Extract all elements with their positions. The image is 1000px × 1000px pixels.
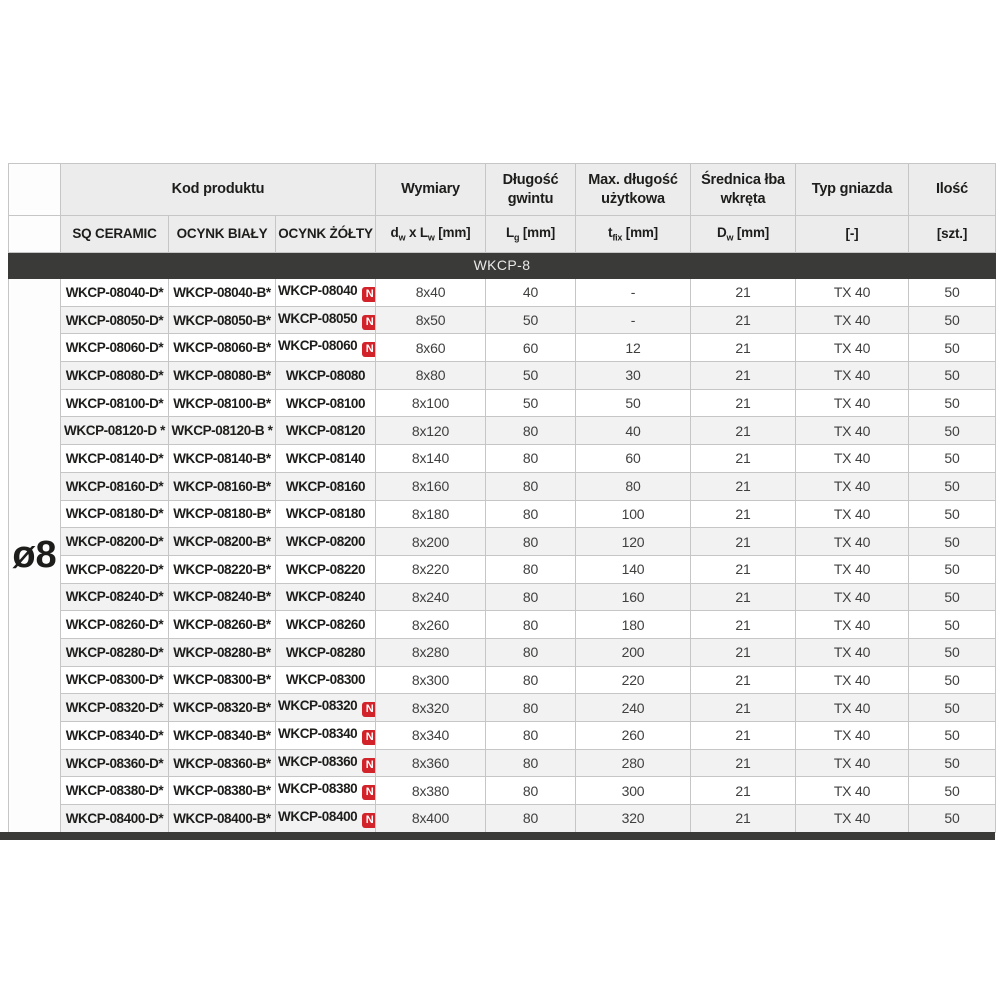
product-code-sq-ceramic: WKCP-08160-D* [61,472,169,500]
product-code-ocynk-bialy: WKCP-08220-B* [169,555,276,583]
product-code-ocynk-zolty: WKCP-08080 [276,362,376,390]
product-code-ocynk-zolty: WKCP-08220 [276,555,376,583]
head-diameter-cell: 21 [691,749,796,777]
subheader-max-usable-unit: $t_{fix}$ [mm] [576,216,691,253]
product-code-ocynk-zolty: WKCP-08100 [276,389,376,417]
quantity-cell: 50 [909,722,996,750]
product-code-sq-ceramic: WKCP-08320-D* [61,694,169,722]
head-diameter-cell: 21 [691,362,796,390]
product-code-ocynk-zolty: WKCP-08260 [276,611,376,639]
dimension-cell: 8x160 [376,472,486,500]
product-code-sq-ceramic: WKCP-08100-D* [61,389,169,417]
head-diameter-cell: 21 [691,528,796,556]
max-usable-length-cell: 160 [576,583,691,611]
product-code-ocynk-zolty: WKCP-08340 N [276,722,376,750]
head-diameter-cell: 21 [691,417,796,445]
dimension-cell: 8x320 [376,694,486,722]
table-row [9,389,996,417]
max-usable-length-cell: 300 [576,777,691,805]
product-code-sq-ceramic: WKCP-08050-D* [61,306,169,334]
header-row-units [9,216,996,253]
product-code-sq-ceramic: WKCP-08220-D* [61,555,169,583]
thread-length-cell: 80 [486,417,576,445]
new-badge: N [362,342,375,357]
product-code-sq-ceramic: WKCP-08040-D* [61,279,169,307]
dimension-cell: 8x220 [376,555,486,583]
product-code-ocynk-bialy: WKCP-08100-B* [169,389,276,417]
dimension-cell: 8x120 [376,417,486,445]
head-diameter-cell: 21 [691,389,796,417]
subheader-quantity-unit: [szt.] [909,216,996,253]
max-usable-length-cell: 12 [576,334,691,362]
table-row [9,334,996,362]
header-product-code: Kod produktu [61,164,376,216]
socket-type-cell: TX 40 [796,583,909,611]
product-code-ocynk-bialy: WKCP-08340-B* [169,722,276,750]
product-code-sq-ceramic: WKCP-08380-D* [61,777,169,805]
socket-type-cell: TX 40 [796,389,909,417]
product-code-sq-ceramic: WKCP-08060-D* [61,334,169,362]
subheader-head-diameter-unit: $D_w$ [mm] [691,216,796,253]
thread-length-cell: 80 [486,666,576,694]
quantity-cell: 50 [909,777,996,805]
new-badge: N [362,287,375,302]
quantity-cell: 50 [909,666,996,694]
dimension-cell: 8x200 [376,528,486,556]
product-code-sq-ceramic: WKCP-08140-D* [61,445,169,473]
head-diameter-cell: 21 [691,555,796,583]
socket-type-cell: TX 40 [796,694,909,722]
product-code-ocynk-bialy: WKCP-08080-B* [169,362,276,390]
head-diameter-cell: 21 [691,611,796,639]
max-usable-length-cell: 320 [576,805,691,833]
table-row [9,472,996,500]
dimension-cell: 8x80 [376,362,486,390]
group-label: WKCP-8 [9,253,996,279]
head-diameter-cell: 21 [691,583,796,611]
subheader-ocynk-bialy: OCYNK BIAŁY [169,216,276,253]
product-catalog-table [8,163,996,840]
dimension-cell: 8x280 [376,638,486,666]
socket-type-cell: TX 40 [796,555,909,583]
max-usable-length-cell: 200 [576,638,691,666]
dimension-cell: 8x40 [376,279,486,307]
thread-length-cell: 80 [486,611,576,639]
max-usable-length-cell: 180 [576,611,691,639]
product-code-ocynk-bialy: WKCP-08160-B* [169,472,276,500]
thread-length-cell: 80 [486,694,576,722]
socket-type-cell: TX 40 [796,417,909,445]
thread-length-cell: 80 [486,472,576,500]
max-usable-length-cell: - [576,279,691,307]
table-row [9,555,996,583]
subheader-corner-cell [9,216,61,253]
quantity-cell: 50 [909,638,996,666]
table-row [9,500,996,528]
socket-type-cell: TX 40 [796,500,909,528]
thread-length-cell: 80 [486,445,576,473]
new-badge: N [362,758,375,773]
product-code-sq-ceramic: WKCP-08400-D* [61,805,169,833]
table-row [9,583,996,611]
table-row [9,694,996,722]
max-usable-length-cell: 220 [576,666,691,694]
product-code-sq-ceramic: WKCP-08200-D* [61,528,169,556]
product-code-ocynk-bialy: WKCP-08180-B* [169,500,276,528]
table-row [9,666,996,694]
head-diameter-cell: 21 [691,638,796,666]
product-code-ocynk-bialy: WKCP-08140-B* [169,445,276,473]
max-usable-length-cell: 240 [576,694,691,722]
head-diameter-cell: 21 [691,666,796,694]
quantity-cell: 50 [909,306,996,334]
dimension-cell: 8x240 [376,583,486,611]
product-code-ocynk-bialy: WKCP-08060-B* [169,334,276,362]
table-row [9,611,996,639]
product-code-ocynk-zolty: WKCP-08180 [276,500,376,528]
dimension-cell: 8x300 [376,666,486,694]
table-row [9,528,996,556]
header-max-usable-length: Max. długość użytkowa [576,164,691,216]
quantity-cell: 50 [909,500,996,528]
product-code-sq-ceramic: WKCP-08240-D* [61,583,169,611]
socket-type-cell: TX 40 [796,528,909,556]
dimension-cell: 8x400 [376,805,486,833]
max-usable-length-cell: 260 [576,722,691,750]
header-dimensions: Wymiary [376,164,486,216]
max-usable-length-cell: 280 [576,749,691,777]
quantity-cell: 50 [909,445,996,473]
table-bottom-bar [0,832,995,840]
header-socket-type: Typ gniazda [796,164,909,216]
new-badge: N [362,785,375,800]
socket-type-cell: TX 40 [796,445,909,473]
dimension-cell: 8x50 [376,306,486,334]
socket-type-cell: TX 40 [796,666,909,694]
max-usable-length-cell: - [576,306,691,334]
head-diameter-cell: 21 [691,500,796,528]
thread-length-cell: 40 [486,279,576,307]
product-code-sq-ceramic: WKCP-08180-D* [61,500,169,528]
product-code-ocynk-zolty: WKCP-08140 [276,445,376,473]
max-usable-length-cell: 80 [576,472,691,500]
header-row-groups [9,164,996,216]
product-code-ocynk-bialy: WKCP-08380-B* [169,777,276,805]
quantity-cell: 50 [909,528,996,556]
product-code-sq-ceramic: WKCP-08280-D* [61,638,169,666]
head-diameter-cell: 21 [691,472,796,500]
product-code-ocynk-bialy: WKCP-08040-B* [169,279,276,307]
product-code-sq-ceramic: WKCP-08340-D* [61,722,169,750]
socket-type-cell: TX 40 [796,805,909,833]
table-row [9,805,996,833]
head-diameter-cell: 21 [691,279,796,307]
product-code-sq-ceramic: WKCP-08080-D* [61,362,169,390]
thread-length-cell: 60 [486,334,576,362]
quantity-cell: 50 [909,389,996,417]
quantity-cell: 50 [909,805,996,833]
diameter-cell [9,279,61,833]
head-diameter-cell: 21 [691,722,796,750]
quantity-cell: 50 [909,334,996,362]
product-code-ocynk-bialy: WKCP-08260-B* [169,611,276,639]
table-row [9,417,996,445]
quantity-cell: 50 [909,472,996,500]
table-row [9,749,996,777]
thread-length-cell: 80 [486,749,576,777]
thread-length-cell: 80 [486,805,576,833]
subheader-thread-length-unit: $L_g$ [mm] [486,216,576,253]
quantity-cell: 50 [909,555,996,583]
product-code-ocynk-zolty: WKCP-08240 [276,583,376,611]
table-row [9,279,996,307]
dimension-cell: 8x260 [376,611,486,639]
max-usable-length-cell: 60 [576,445,691,473]
table-row [9,306,996,334]
head-diameter-cell: 21 [691,805,796,833]
table-row [9,638,996,666]
thread-length-cell: 50 [486,306,576,334]
dimension-cell: 8x140 [376,445,486,473]
diameter-label: ø8 [12,533,57,576]
product-code-ocynk-zolty: WKCP-08300 [276,666,376,694]
dimension-cell: 8x180 [376,500,486,528]
header-thread-length: Długość gwintu [486,164,576,216]
table-row [9,722,996,750]
product-code-ocynk-zolty: WKCP-08280 [276,638,376,666]
thread-length-cell: 50 [486,389,576,417]
socket-type-cell: TX 40 [796,722,909,750]
table-row [9,362,996,390]
socket-type-cell: TX 40 [796,334,909,362]
max-usable-length-cell: 40 [576,417,691,445]
max-usable-length-cell: 140 [576,555,691,583]
new-badge: N [362,730,375,745]
product-code-ocynk-zolty: WKCP-08160 [276,472,376,500]
product-code-ocynk-zolty: WKCP-08380 N [276,777,376,805]
quantity-cell: 50 [909,694,996,722]
head-diameter-cell: 21 [691,694,796,722]
product-code-ocynk-zolty: WKCP-08050 N [276,306,376,334]
product-code-sq-ceramic: WKCP-08360-D* [61,749,169,777]
product-code-ocynk-bialy: WKCP-08240-B* [169,583,276,611]
subheader-socket-unit: [-] [796,216,909,253]
new-badge: N [362,813,375,828]
max-usable-length-cell: 100 [576,500,691,528]
thread-length-cell: 80 [486,583,576,611]
head-diameter-cell: 21 [691,777,796,805]
quantity-cell: 50 [909,417,996,445]
subheader-sq-ceramic: SQ CERAMIC [61,216,169,253]
product-code-ocynk-bialy: WKCP-08300-B* [169,666,276,694]
quantity-cell: 50 [909,279,996,307]
table-row [9,777,996,805]
product-code-ocynk-bialy: WKCP-08280-B* [169,638,276,666]
group-band [9,253,996,279]
thread-length-cell: 80 [486,528,576,556]
thread-length-cell: 80 [486,777,576,805]
subheader-ocynk-zolty: OCYNK ŻÓŁTY [276,216,376,253]
product-code-ocynk-bialy: WKCP-08200-B* [169,528,276,556]
product-code-ocynk-bialy: WKCP-08120-B * [169,417,276,445]
head-diameter-cell: 21 [691,445,796,473]
thread-length-cell: 80 [486,722,576,750]
socket-type-cell: TX 40 [796,279,909,307]
product-code-sq-ceramic: WKCP-08260-D* [61,611,169,639]
header-quantity: Ilość [909,164,996,216]
product-code-ocynk-zolty: WKCP-08400 N [276,805,376,833]
product-code-ocynk-zolty: WKCP-08200 [276,528,376,556]
max-usable-length-cell: 50 [576,389,691,417]
product-code-ocynk-zolty: WKCP-08320 N [276,694,376,722]
socket-type-cell: TX 40 [796,362,909,390]
socket-type-cell: TX 40 [796,306,909,334]
head-diameter-cell: 21 [691,306,796,334]
product-code-ocynk-bialy: WKCP-08360-B* [169,749,276,777]
quantity-cell: 50 [909,583,996,611]
thread-length-cell: 50 [486,362,576,390]
table-row [9,445,996,473]
product-code-sq-ceramic: WKCP-08300-D* [61,666,169,694]
product-code-ocynk-zolty: WKCP-08040 N [276,279,376,307]
dimension-cell: 8x100 [376,389,486,417]
socket-type-cell: TX 40 [796,472,909,500]
product-code-ocynk-zolty: WKCP-08360 N [276,749,376,777]
subheader-dimensions-unit: $d_w$ x $L_w$ [mm] [376,216,486,253]
thread-length-cell: 80 [486,638,576,666]
dimension-cell: 8x60 [376,334,486,362]
product-code-ocynk-bialy: WKCP-08400-B* [169,805,276,833]
socket-type-cell: TX 40 [796,611,909,639]
quantity-cell: 50 [909,362,996,390]
head-diameter-cell: 21 [691,334,796,362]
product-code-sq-ceramic: WKCP-08120-D * [61,417,169,445]
product-code-ocynk-zolty: WKCP-08060 N [276,334,376,362]
quantity-cell: 50 [909,611,996,639]
thread-length-cell: 80 [486,555,576,583]
dimension-cell: 8x360 [376,749,486,777]
dimension-cell: 8x380 [376,777,486,805]
header-head-diameter: Średnica łba wkręta [691,164,796,216]
thread-length-cell: 80 [486,500,576,528]
max-usable-length-cell: 30 [576,362,691,390]
socket-type-cell: TX 40 [796,638,909,666]
table-body [9,279,996,833]
new-badge: N [362,702,375,717]
product-table [8,163,996,833]
quantity-cell: 50 [909,749,996,777]
new-badge: N [362,315,375,330]
product-code-ocynk-bialy: WKCP-08320-B* [169,694,276,722]
socket-type-cell: TX 40 [796,749,909,777]
product-code-ocynk-bialy: WKCP-08050-B* [169,306,276,334]
dimension-cell: 8x340 [376,722,486,750]
header-corner-cell [9,164,61,216]
socket-type-cell: TX 40 [796,777,909,805]
max-usable-length-cell: 120 [576,528,691,556]
product-code-ocynk-zolty: WKCP-08120 [276,417,376,445]
